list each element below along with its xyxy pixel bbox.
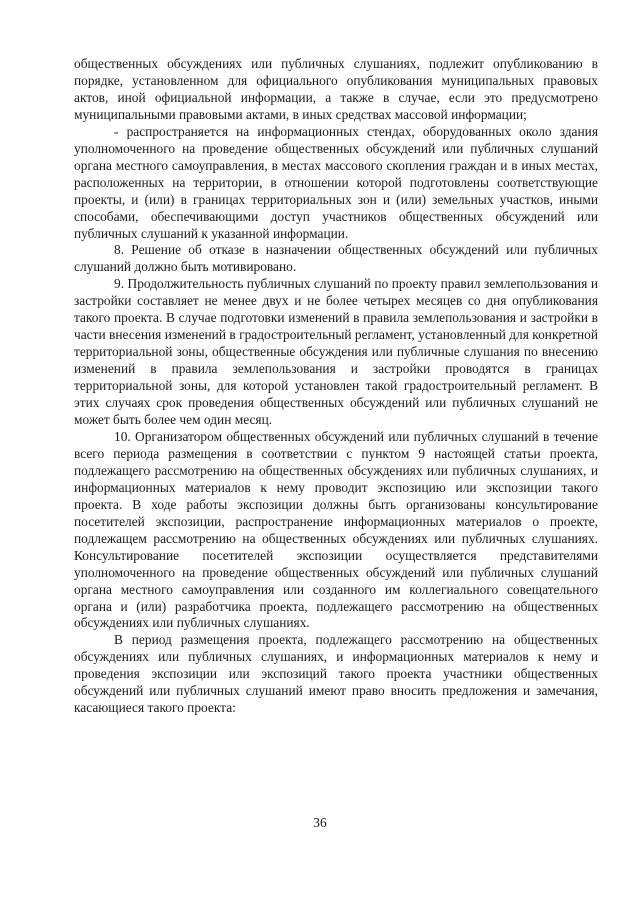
document-body [74, 56, 598, 717]
paragraph-continuation: общественных обсуждениях или публичных слушаниях, подлежит опубликованию в порядке, установленном для официального опубликования муниципальных правовых актов, иной официальной информации, а также в случае, если это предусмотрено муниципальными правовыми актами, в иных средствах массовой информации; [74, 56, 598, 122]
paragraph-info-stands: - распространяется на информационных стендах, оборудованных около здания уполномоченного на проведение общественных обсуждений или публичных слушаний органа местного самоуправления, в местах массового скопления граждан и в иных местах, расположенных на территории, в отношении которой подготовлены соответствующие проекты, и (или) в границах территориальных зон и (или) земельных участков, иными способами, обеспечивающими доступ участников общественных обсуждений или публичных слушаний к указанной информации. [74, 123, 598, 241]
paragraph-item-8: 8. Решение об отказе в назначении общественных обсуждений или публичных слушаний должно быть мотивировано. [74, 242, 598, 275]
paragraph-item-10: 10. Организатором общественных обсуждений или публичных слушаний в течение всего периода размещения в соответствии с пунктом 9 настоящей статьи проекта, подлежащего рассмотрению на общественных обсуждениях или публичных слушаниях, и информационных материалов к нему проводит экспозицию или экспозиции такого проекта. В ходе работы экспозиции должны быть организованы консультирование посетителей экспозиции, распространение информационных материалов о проекте, подлежащем рассмотрению на общественных обсуждениях или публичных слушаниях. Консультирование посетителей экспозиции осуществляется представителями уполномоченного на проведение общественных обсуждений или публичных слушаний органа местного самоуправления или созданного им коллегиального совещательного органа и (или) разработчика проекта, подлежащего рассмотрению на общественных обсуждениях или публичных слушаниях. [74, 428, 598, 631]
page-number: 36 [313, 815, 327, 830]
paragraph-proposals: В период размещения проекта, подлежащего рассмотрению на общественных обсуждениях или публичных слушаниях, и информационных материалов к нему и проведения экспозиции или экспозиций такого проекта участники общественных обсуждений или публичных слушаний имеют право вносить предложения и замечания, касающиеся такого проекта: [74, 632, 598, 716]
paragraph-item-9: 9. Продолжительность публичных слушаний по проекту правил землепользования и застройки составляет не менее двух и не более четырех месяцев со дня опубликования такого проекта. В случае подготовки изменений в правила землепользования и застройки в части внесения изменений в градостроительный регламент, установленный для конкретной территориальной зоны, общественные обсуждения или публичные слушания по внесению изменений в правила землепользования и застройки проводятся в границах территориальной зоны, для которой установлен такой градостроительный регламент. В этих случаях срок проведения общественных обсуждений или публичных слушаний не может быть более чем один месяц. [74, 276, 598, 428]
